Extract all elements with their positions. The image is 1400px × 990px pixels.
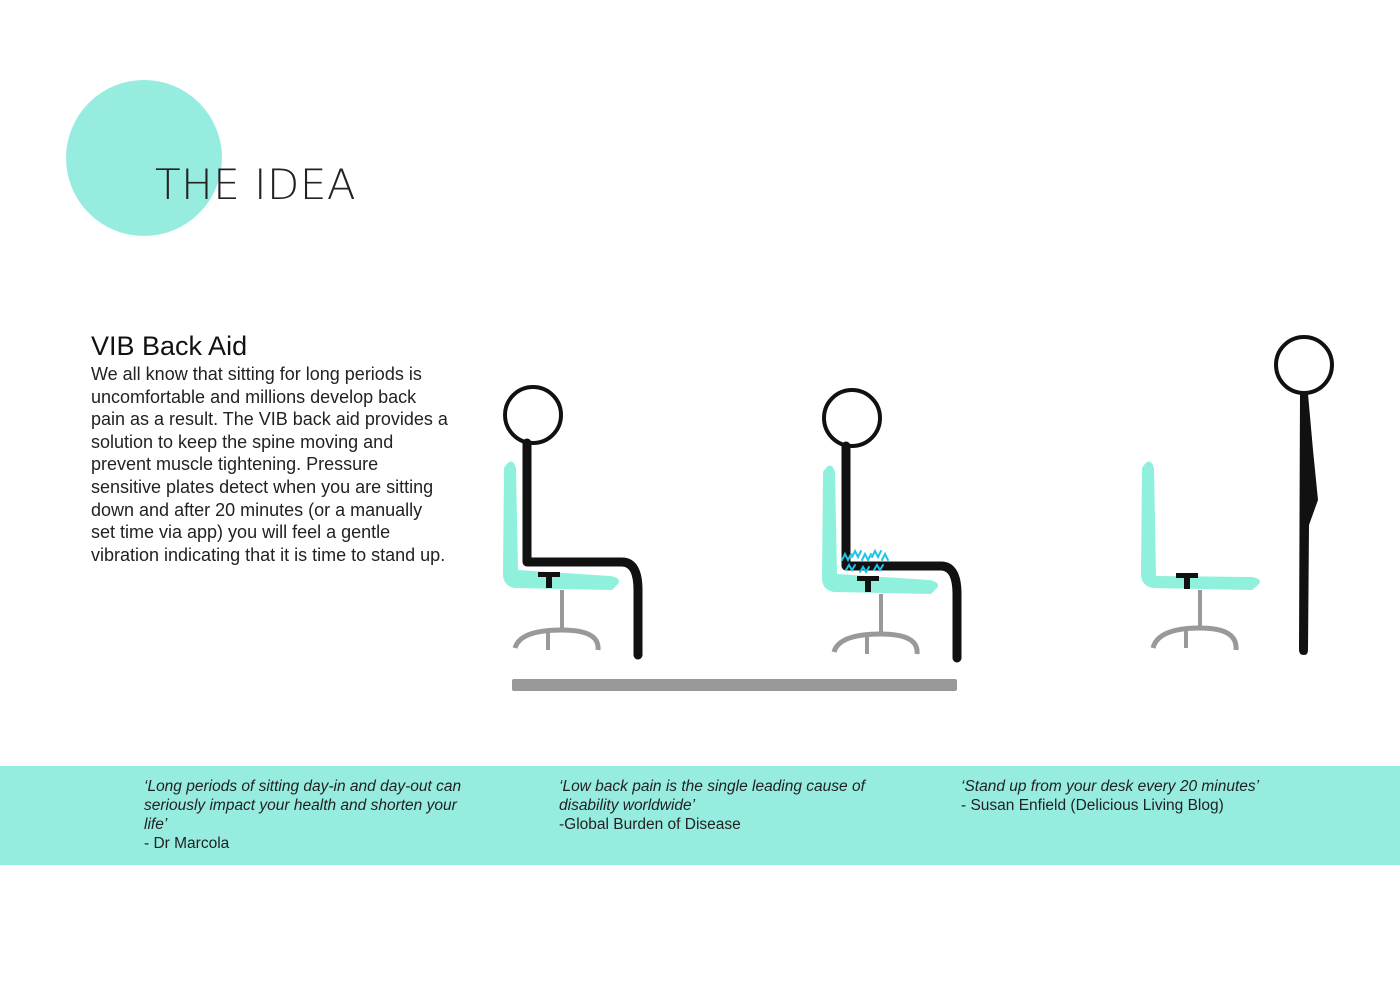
quote-3 [961,777,1321,815]
figure-sitting [503,387,638,655]
quote-1-text: ‘Long periods of sitting day-in and day-out can seriously impact your health and shorten your life’ [144,778,462,833]
page-title: THE IDEA [155,160,357,209]
quote-3-text: ‘Stand up from your desk every 20 minutes’ [961,778,1260,795]
quote-2-text: ‘Low back pain is the single leading cause of disability worldwide’ [559,778,865,814]
intro-body: We all know that sitting for long periods is uncomfortable and millions develop back pain as a result. The VIB back aid provides a solution to keep the spine moving and prevent muscle tightening. Pressure sensitive plates detect when you are sitting down and after 20 minutes (or a manually set time via app) you will feel a gentle vibration indicating that it is time to stand up. [91,364,448,565]
chair-3 [1141,462,1260,651]
chair-2 [822,466,938,655]
quote-2 [559,777,889,834]
chair-1 [503,462,619,651]
quote-2-author: -Global Burden of Disease [559,816,741,833]
quote-1-author: - Dr Marcola [144,835,230,852]
quote-1 [144,777,484,853]
figure-vibrating [822,390,957,658]
quote-3-author: - Susan Enfield (Delicious Living Blog) [961,797,1224,814]
intro-heading: VIB Back Aid [91,331,248,361]
person-2 [824,390,957,658]
figure-standing [1141,337,1332,655]
person-3 [1276,337,1332,655]
person-1 [505,387,638,655]
desk-bar [512,679,957,691]
